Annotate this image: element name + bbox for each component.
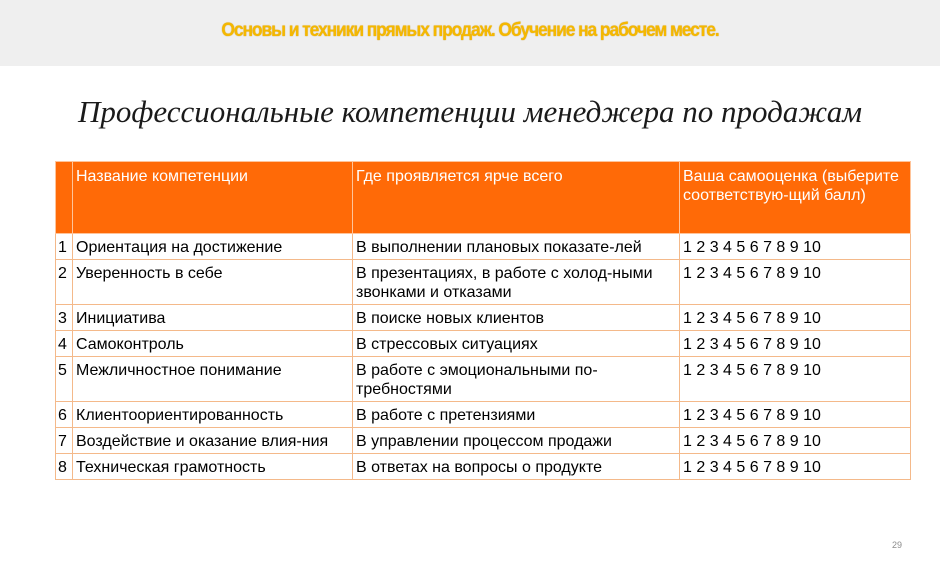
competencies-table <box>55 161 911 480</box>
course-banner-title: Основы и техники прямых продаж. Обучение на рабочем месте. <box>221 20 719 41</box>
self-assessment-scale: 1 2 3 4 5 6 7 8 9 10 <box>680 357 911 402</box>
table-row <box>56 428 911 454</box>
row-number: 6 <box>56 402 73 428</box>
row-number: 1 <box>56 234 73 260</box>
where-manifested: В стрессовых ситуациях <box>353 331 680 357</box>
self-assessment-scale: 1 2 3 4 5 6 7 8 9 10 <box>680 454 911 480</box>
table-row <box>56 234 911 260</box>
where-manifested: В презентациях, в работе с холод-ными звонками и отказами <box>353 260 680 305</box>
header-number <box>56 162 73 234</box>
where-manifested: В поиске новых клиентов <box>353 305 680 331</box>
self-assessment-scale: 1 2 3 4 5 6 7 8 9 10 <box>680 402 911 428</box>
table-row <box>56 260 911 305</box>
competency-name: Ориентация на достижение <box>73 234 353 260</box>
where-manifested: В ответах на вопросы о продукте <box>353 454 680 480</box>
header-where-manifested: Где проявляется ярче всего <box>353 162 680 234</box>
competency-name: Межличностное понимание <box>73 357 353 402</box>
self-assessment-scale: 1 2 3 4 5 6 7 8 9 10 <box>680 234 911 260</box>
competency-name: Инициатива <box>73 305 353 331</box>
where-manifested: В управлении процессом продажи <box>353 428 680 454</box>
table-row <box>56 357 911 402</box>
header-self-assessment: Ваша самооценка (выберите соответствую-щий балл) <box>680 162 911 234</box>
self-assessment-scale: 1 2 3 4 5 6 7 8 9 10 <box>680 305 911 331</box>
row-number: 3 <box>56 305 73 331</box>
row-number: 5 <box>56 357 73 402</box>
row-number: 2 <box>56 260 73 305</box>
table-row <box>56 402 911 428</box>
page-number: 29 <box>891 540 902 550</box>
where-manifested: В выполнении плановых показате-лей <box>353 234 680 260</box>
competency-name: Уверенность в себе <box>73 260 353 305</box>
self-assessment-scale: 1 2 3 4 5 6 7 8 9 10 <box>680 428 911 454</box>
table-row <box>56 305 911 331</box>
where-manifested: В работе с эмоциональными по-требностями <box>353 357 680 402</box>
competency-name: Клиентоориентированность <box>73 402 353 428</box>
header-competency-name: Название компетенции <box>73 162 353 234</box>
row-number: 8 <box>56 454 73 480</box>
self-assessment-scale: 1 2 3 4 5 6 7 8 9 10 <box>680 331 911 357</box>
slide-title: Профессиональные компетенции менеджера по продажам <box>78 94 862 129</box>
row-number: 4 <box>56 331 73 357</box>
row-number: 7 <box>56 428 73 454</box>
competency-name: Техническая грамотность <box>73 454 353 480</box>
where-manifested: В работе с претензиями <box>353 402 680 428</box>
table-header-row <box>56 162 911 234</box>
self-assessment-scale: 1 2 3 4 5 6 7 8 9 10 <box>680 260 911 305</box>
table-row <box>56 331 911 357</box>
table-row <box>56 454 911 480</box>
competency-name: Воздействие и оказание влия-ния <box>73 428 353 454</box>
competency-name: Самоконтроль <box>73 331 353 357</box>
